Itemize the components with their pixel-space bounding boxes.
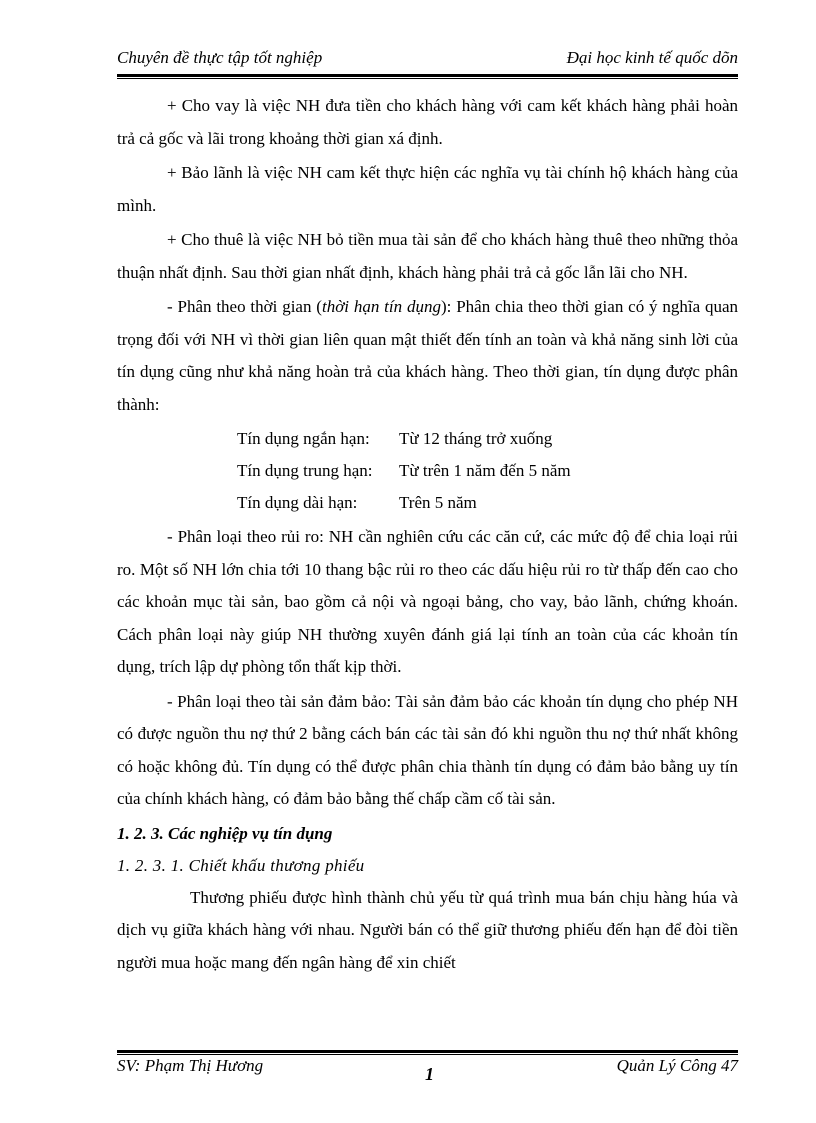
term-name: Tín dụng dài hạn: xyxy=(237,493,358,512)
page-footer xyxy=(117,1054,738,1084)
page-number: 1 xyxy=(425,1064,434,1084)
paragraph-leasing: + Cho thuê là việc NH bỏ tiền mua tài sản để cho khách hàng thuê theo những thỏa thuận nhất định. Sau thời gian nhất định, khách hàng phải trả cả gốc lẫn lãi cho NH. xyxy=(117,230,738,282)
footer-class: Quản Lý Công 47 xyxy=(616,1056,738,1075)
term-value: Từ 12 tháng trở xuống xyxy=(399,429,553,448)
term-value: Từ trên 1 năm đến 5 năm xyxy=(399,461,571,480)
term-row-medium xyxy=(117,455,738,487)
term-row-long xyxy=(117,487,738,519)
subsection-heading: 1. 2. 3. 1. Chiết khấu thương phiếu xyxy=(117,855,365,875)
paragraph-by-collateral: - Phân loại theo tài sản đảm bảo: Tài sản đảm bảo các khoản tín dụng cho phép NH có được nguồn thu nợ thứ 2 bằng cách bán các tài sản đó khi nguồn thu nợ thứ nhất không có hoặc không đủ. Tín dụng có thể được phân chia thành tín dụng có đảm bảo bằng uy tín của chính khách hàng, có đảm bảo bằng thế chấp cầm cố tài sản. xyxy=(117,691,738,808)
page-header xyxy=(117,48,738,72)
term-name: Tín dụng trung hạn: xyxy=(237,461,373,480)
footer-author: SV: Phạm Thị Hương xyxy=(117,1056,264,1075)
paragraph-by-risk: - Phân loại theo rủi ro: NH cần nghiên cứu các căn cứ, các mức độ để chia loại rủi ro. Một số NH lớn chia tới 10 thang bậc rủi ro theo các dấu hiệu rủi ro từ thấp đến cao cho các khoản mục tài sản, bao gồm cả nội và ngoại bảng, cho vay, bảo lãnh, chứng khoán. Cách phân loại này giúp NH thường xuyên đánh giá lại tính an toàn của các khoản tín dụng, trích lập dự phòng tổn thất kịp thời. xyxy=(117,527,738,676)
paragraph-loan: + Cho vay là việc NH đưa tiền cho khách hàng với cam kết khách hàng phải hoàn trả cả gốc và lãi trong khoảng thời gian xá định. xyxy=(117,96,738,148)
page-body xyxy=(117,90,738,981)
term-value: Trên 5 năm xyxy=(399,493,477,512)
term-row-short xyxy=(117,423,738,455)
header-right-title: Đại học kinh tế quốc dõn xyxy=(566,48,738,67)
paragraph-by-time-suffix: ): Phân chia theo thời gian có ý nghĩa quan trọng đối với NH vì thời gian liên quan mật thiết đến tính an toàn và khả năng sinh lời của tín dụng cũng như khả năng hoàn trả của khách hàng. Theo thời gian, tín dụng được phân thành: xyxy=(117,297,739,414)
header-divider xyxy=(117,74,738,79)
paragraph-guarantee: + Bảo lãnh là việc NH cam kết thực hiện các nghĩa vụ tài chính hộ khách hàng của mình. xyxy=(117,163,738,215)
paragraph-commercial-paper: Thương phiếu được hình thành chủ yếu từ quá trình mua bán chịu hàng húa và dịch vụ giữa khách hàng với nhau. Người bán có thể giữ thương phiếu đến hạn để đòi tiền người mua hoặc mang đến ngân hàng để xin chiết xyxy=(117,887,738,972)
paragraph-by-time-prefix: - Phân theo thời gian ( xyxy=(167,297,322,316)
header-left-title: Chuyên đề thực tập tốt nghiệp xyxy=(117,48,323,67)
paragraph-by-time-emphasis: thời hạn tín dụng xyxy=(321,297,441,316)
paragraph-by-time xyxy=(117,291,738,421)
section-heading: 1. 2. 3. Các nghiệp vụ tín dụng xyxy=(117,823,333,843)
term-name: Tín dụng ngắn hạn: xyxy=(237,429,370,448)
